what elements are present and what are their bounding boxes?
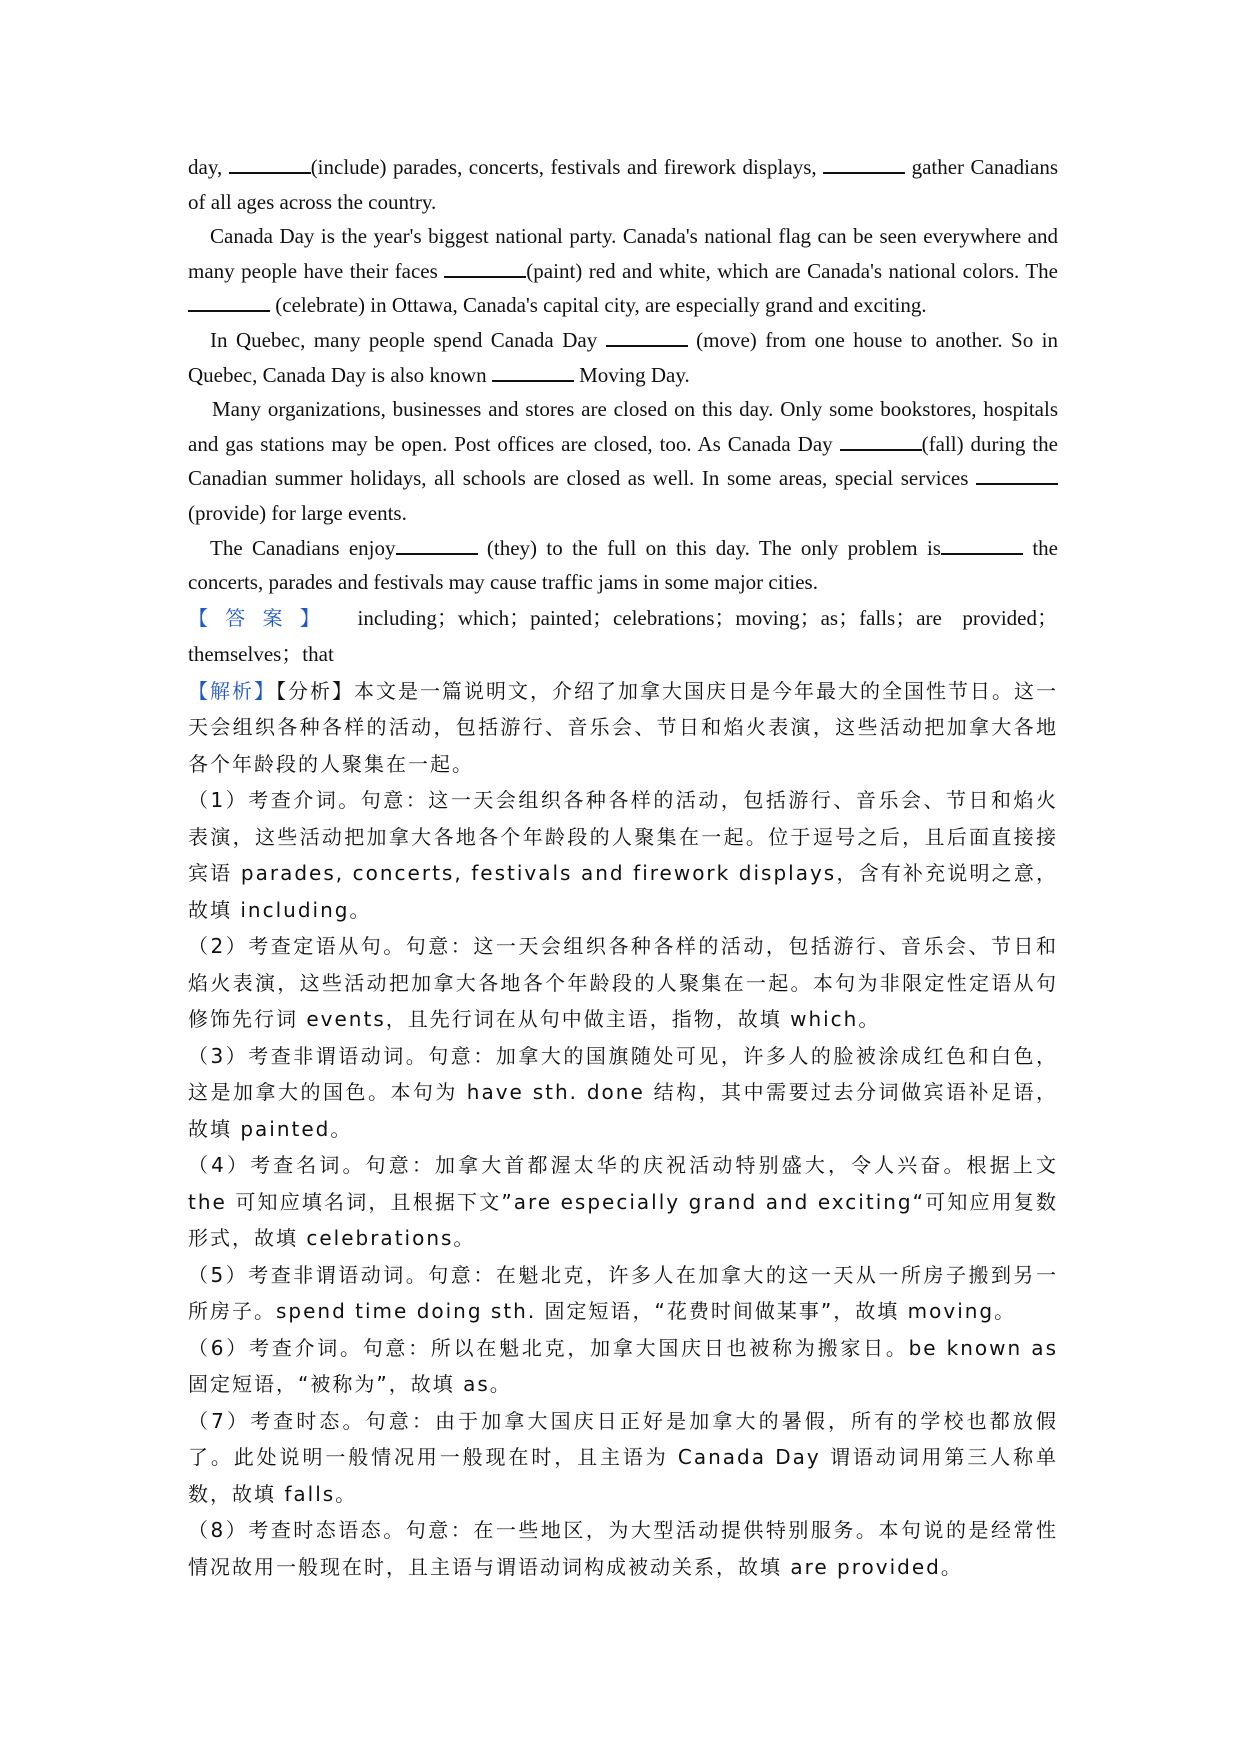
explanation-intro-text: 【分析】本文是一篇说明文，介绍了加拿大国庆日是今年最大的全国性节日。这一天会组织各种各样的活动，包括游行、音乐会、节日和焰火表演，这些活动把加拿大各地各个年龄段的人聚集在一起。	[188, 678, 1058, 776]
passage-text: (fall) during the Canadian summer holidays, all schools are closed as well. In some areas, special services	[188, 431, 1058, 491]
answer-blank-2	[823, 154, 905, 174]
passage-text: (paint) red and white, which are Canada's national colors. The	[526, 258, 1058, 283]
explanation-item-4: （4）考查名词。句意：加拿大首都渥太华的庆祝活动特别盛大，令人兴奋。根据上文 the 可知应填名词，且根据下文”are especially grand and exciting“可知应用复数形式，故填 celebrations。	[188, 1153, 1058, 1251]
explanation-item-3: （3）考查非谓语动词。句意：加拿大的国旗随处可见，许多人的脸被涂成红色和白色，这是加拿大的国色。本句为 have sth. done 结构，其中需要过去分词做宾语补足语，故填 painted。	[188, 1043, 1058, 1141]
answer-line	[188, 600, 1058, 673]
answer-blank-9	[396, 535, 478, 555]
passage-text: Canada Day is the year's biggest national party. Canada's national flag can be seen everywhere and many people have their faces	[188, 224, 1058, 283]
answer-text: including；which；painted；celebrations；moving；as；falls；are provided；themselves；that	[188, 605, 1059, 667]
explanation-section	[188, 673, 1058, 1586]
explanation-tag: 【解析】	[188, 678, 276, 703]
passage-text: (move) from one house to another. So in Quebec, Canada Day is also known	[188, 327, 1058, 387]
answer-blank-4	[188, 292, 270, 312]
answer-blank-7	[840, 431, 922, 451]
passage-text: (celebrate) in Ottawa, Canada's capital city, are especially grand and exciting.	[270, 293, 927, 318]
passage-paragraph-4	[188, 531, 1058, 600]
passage-text: day,	[188, 155, 229, 179]
answer-tag: 【答案】	[188, 605, 337, 630]
passage-text: gather Canadians of all ages across the country.	[188, 155, 1058, 214]
passage-paragraph-0	[188, 150, 1058, 219]
explanation-item-8: （8）考查时态语态。句意：在一些地区，为大型活动提供特别服务。本句说的是经常性情况故用一般现在时，且主语与谓语动词构成被动关系，故填 are provided。	[188, 1518, 1058, 1579]
passage-paragraph-1	[188, 219, 1058, 323]
answer-section	[188, 600, 1058, 673]
passage-text: In Quebec, many people spend Canada Day	[210, 327, 606, 352]
explanation-item-2: （2）考查定语从句。句意：这一天会组织各种各样的活动，包括游行、音乐会、节日和焰火表演，这些活动把加拿大各地各个年龄段的人聚集在一起。本句为非限定性定语从句修饰先行词 events，且先行词在从句中做主语，指物，故填 which。	[188, 934, 1058, 1032]
explanation-item-1: （1）考查介词。句意：这一天会组织各种各样的活动，包括游行、音乐会、节日和焰火表演，这些活动把加拿大各地各个年龄段的人聚集在一起。位于逗号之后，且后面直接接宾语 parades, concerts, festivals and firework displays，含有补充说明之意，故填 including。	[188, 788, 1058, 922]
explanation-item-5: （5）考查非谓语动词。句意：在魁北克，许多人在加拿大的这一天从一所房子搬到另一所房子。spend time doing sth. 固定短语，“花费时间做某事”，故填 moving。	[188, 1262, 1058, 1324]
passage-text: (provide) for large events.	[188, 500, 407, 525]
answer-blank-6	[492, 362, 574, 382]
passage-paragraph-2	[188, 323, 1058, 392]
explanation-item-7: （7）考查时态。句意：由于加拿大国庆日正好是加拿大的暑假，所有的学校也都放假了。此处说明一般情况用一般现在时，且主语为 Canada Day 谓语动词用第三人称单数，故填 falls。	[188, 1408, 1058, 1506]
explanation-intro	[188, 673, 1058, 783]
passage-text: Many organizations, businesses and stores are closed on this day. Only some bookstores, hospitals and gas stations may be open. Post offices are closed, too. As Canada Day	[188, 397, 1058, 456]
passage-text: the concerts, parades and festivals may cause traffic jams in some major cities.	[188, 535, 1059, 595]
passage-text: (they) to the full on this day. The only problem is	[477, 535, 941, 560]
passage-text: (include) parades, concerts, festivals and firework displays,	[310, 155, 824, 179]
answer-blank-5	[606, 327, 688, 347]
passage-text: Moving Day.	[573, 362, 690, 387]
answer-blank-3	[444, 258, 526, 278]
document-body	[188, 150, 1058, 1585]
passage-paragraph-3	[188, 392, 1058, 530]
answer-blank-1	[229, 154, 311, 174]
explanation-item-6: （6）考查介词。句意：所以在魁北克，加拿大国庆日也被称为搬家日。be known as 固定短语，“被称为”，故填 as。	[188, 1335, 1058, 1397]
answer-blank-8	[976, 465, 1058, 485]
passage-text: The Canadians enjoy	[210, 535, 396, 560]
answer-blank-10	[941, 535, 1023, 555]
